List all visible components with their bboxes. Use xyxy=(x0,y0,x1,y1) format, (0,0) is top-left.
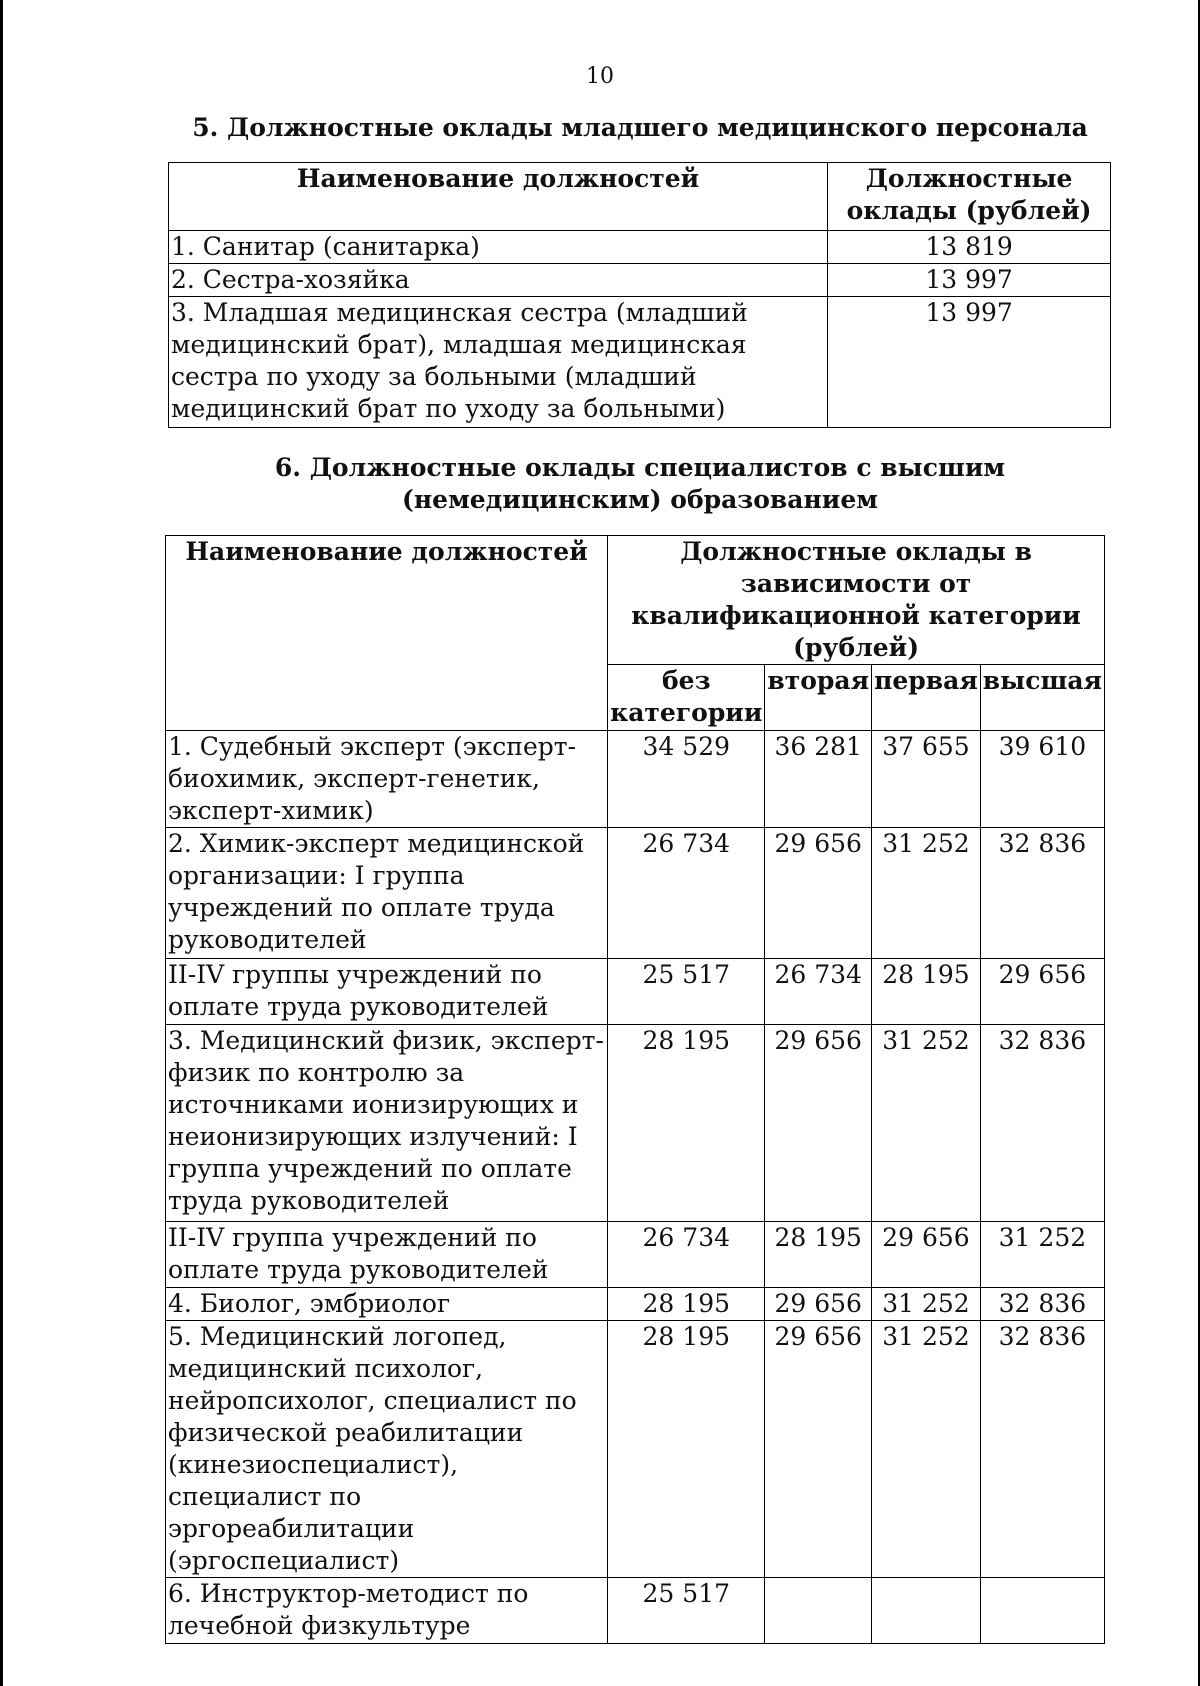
salary-highest xyxy=(980,1578,1104,1644)
position-name: 6. Инструктор-методист по лечебной физкультуре xyxy=(166,1578,608,1644)
salary-highest: 29 656 xyxy=(980,959,1104,1025)
header-category-second: вторая xyxy=(765,665,872,731)
salary-value: 13 997 xyxy=(828,264,1111,297)
salary-first: 31 252 xyxy=(872,1321,981,1578)
salary-value: 13 997 xyxy=(828,297,1111,428)
section-6-title: 6. Должностные оклады специалистов с высшим (немедицинским) образованием xyxy=(274,453,1006,514)
table-row xyxy=(169,231,1111,264)
position-name: 1. Санитар (санитарка) xyxy=(169,231,828,264)
table-row xyxy=(166,1222,1105,1288)
salary-second: 29 656 xyxy=(765,828,872,959)
position-name: 2. Химик-эксперт медицинской организации: I группа учреждений по оплате труда руководителей xyxy=(166,828,608,959)
salary-highest: 31 252 xyxy=(980,1222,1104,1288)
header-category-highest: высшая xyxy=(980,665,1104,731)
salary-no-category: 25 517 xyxy=(608,959,765,1025)
table-row xyxy=(169,264,1111,297)
salary-no-category: 28 195 xyxy=(608,1288,765,1321)
position-name: II-IV группы учреждений по оплате труда руководителей xyxy=(166,959,608,1025)
table-row xyxy=(166,1025,1105,1222)
salary-first: 31 252 xyxy=(872,828,981,959)
table-row xyxy=(169,297,1111,428)
table-row xyxy=(166,1578,1105,1644)
salary-first: 37 655 xyxy=(872,731,981,828)
position-name: 4. Биолог, эмбриолог xyxy=(166,1288,608,1321)
salary-second: 28 195 xyxy=(765,1222,872,1288)
header-salary-group: Должностные оклады в зависимости от квалификационной категории (рублей) xyxy=(608,536,1105,665)
header-category-first: первая xyxy=(872,665,981,731)
page-border-left xyxy=(0,0,3,1686)
salary-second: 36 281 xyxy=(765,731,872,828)
salary-highest: 32 836 xyxy=(980,828,1104,959)
table-row xyxy=(166,959,1105,1025)
table-row xyxy=(166,1321,1105,1578)
table-header-row xyxy=(169,163,1111,231)
header-position-name: Наименование должностей xyxy=(166,536,608,731)
table-row xyxy=(166,828,1105,959)
page-number: 10 xyxy=(586,64,614,89)
header-category-none: без категории xyxy=(608,665,765,731)
table-header-row xyxy=(166,536,1105,665)
salary-first xyxy=(872,1578,981,1644)
salary-no-category: 28 195 xyxy=(608,1321,765,1578)
position-name: 1. Судебный эксперт (эксперт-биохимик, эксперт-генетик, эксперт-химик) xyxy=(166,731,608,828)
salary-no-category: 28 195 xyxy=(608,1025,765,1222)
salary-second: 29 656 xyxy=(765,1321,872,1578)
header-position-name: Наименование должностей xyxy=(169,163,828,231)
position-name: 3. Медицинский физик, эксперт-физик по контролю за источниками ионизирующих и неионизирующих излучений: I группа учреждений по оплате труда руководителей xyxy=(166,1025,608,1222)
salary-first: 28 195 xyxy=(872,959,981,1025)
salary-no-category: 26 734 xyxy=(608,1222,765,1288)
table-row xyxy=(166,1288,1105,1321)
salary-first: 31 252 xyxy=(872,1025,981,1222)
position-name: II-IV группа учреждений по оплате труда руководителей xyxy=(166,1222,608,1288)
position-name: 5. Медицинский логопед, медицинский психолог, нейропсихолог, специалист по физической реабилитации (кинезиоспециалист), специалист по эргореабилитации (эргоспециалист) xyxy=(166,1321,608,1578)
position-name: 3. Младшая медицинская сестра (младший медицинский брат), младшая медицинская сестра по уходу за больными (младший медицинский брат по уходу за больными) xyxy=(169,297,828,428)
salary-value: 13 819 xyxy=(828,231,1111,264)
salary-no-category: 26 734 xyxy=(608,828,765,959)
section-5-title: 5. Должностные оклады младшего медицинского персонала xyxy=(192,113,1088,142)
salary-second xyxy=(765,1578,872,1644)
salary-second: 29 656 xyxy=(765,1288,872,1321)
salary-first: 29 656 xyxy=(872,1222,981,1288)
salary-second: 26 734 xyxy=(765,959,872,1025)
salary-highest: 32 836 xyxy=(980,1025,1104,1222)
salary-highest: 32 836 xyxy=(980,1321,1104,1578)
salary-no-category: 25 517 xyxy=(608,1578,765,1644)
salary-highest: 39 610 xyxy=(980,731,1104,828)
position-name: 2. Сестра-хозяйка xyxy=(169,264,828,297)
section-6-table xyxy=(165,535,1105,1644)
salary-first: 31 252 xyxy=(872,1288,981,1321)
salary-highest: 32 836 xyxy=(980,1288,1104,1321)
section-5-table xyxy=(168,162,1111,428)
salary-second: 29 656 xyxy=(765,1025,872,1222)
salary-no-category: 34 529 xyxy=(608,731,765,828)
header-salary: Должностные оклады (рублей) xyxy=(828,163,1111,231)
table-row xyxy=(166,731,1105,828)
